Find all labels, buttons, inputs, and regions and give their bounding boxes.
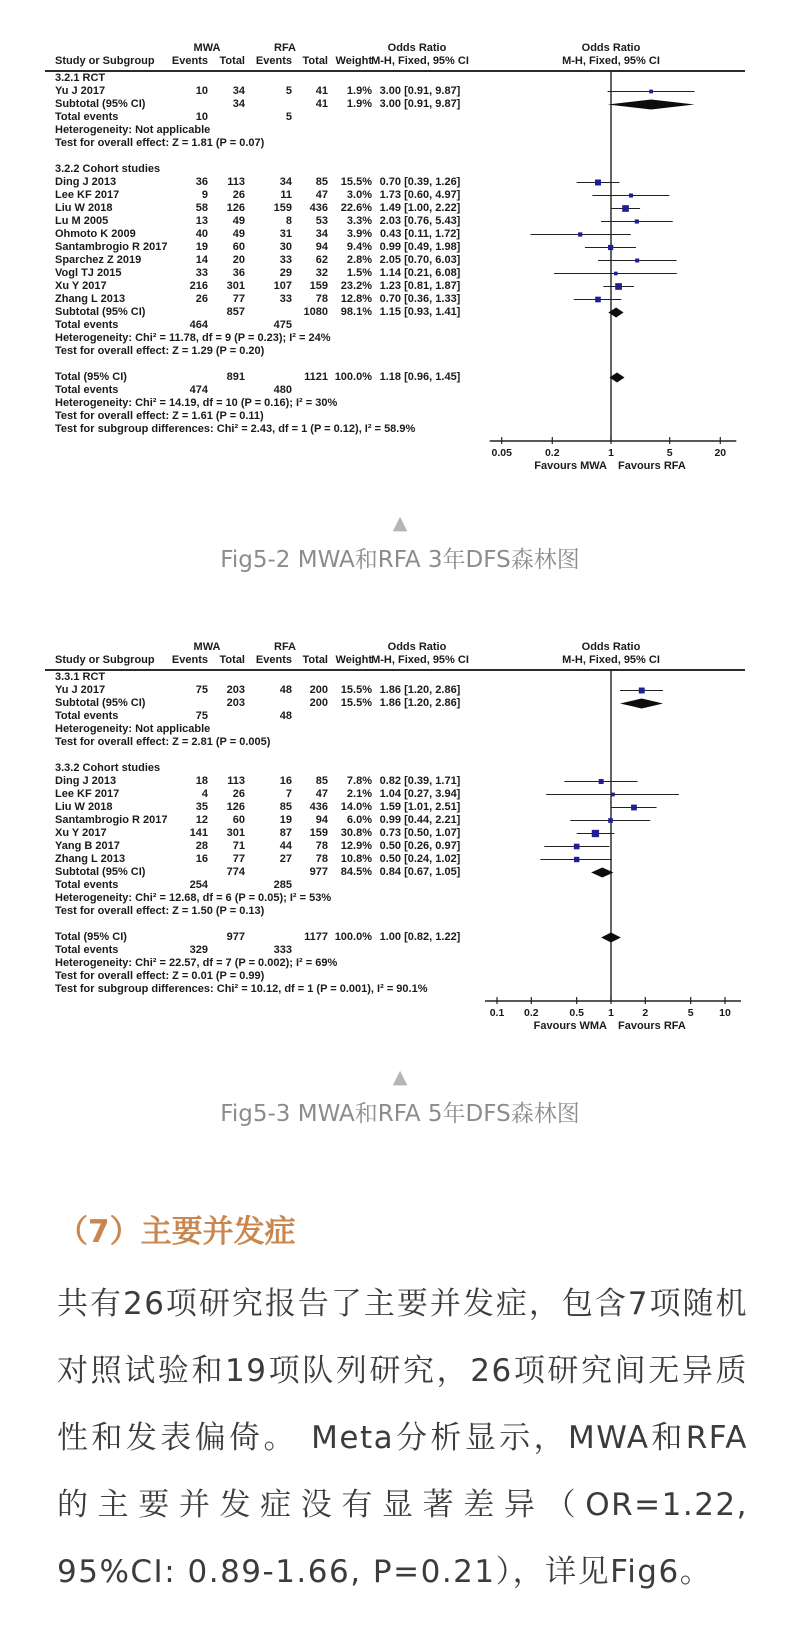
axis-tick-label: 10 <box>719 1007 731 1019</box>
events1-cell: 14 <box>195 254 208 266</box>
events2-cell: 107 <box>273 280 292 292</box>
stat-note: Heterogeneity: Chi² = 14.19, df = 10 (P = 0.16); I² = 30% <box>55 397 338 409</box>
weight-cell: 14.0% <box>340 801 372 813</box>
total1-cell: 26 <box>232 788 245 800</box>
or-graph-header: Odds Ratio <box>581 42 641 54</box>
events1-cell: 329 <box>189 944 208 956</box>
stat-note: Heterogeneity: Not applicable <box>55 723 211 735</box>
ci-cell: 3.00 [0.91, 9.87] <box>379 98 461 110</box>
ci-cell: 1.18 [0.96, 1.45] <box>379 371 461 383</box>
or-graph-header: Odds Ratio <box>581 641 641 653</box>
total1-cell: 301 <box>226 827 245 839</box>
stat-note: Test for overall effect: Z = 1.61 (P = 0.11) <box>55 410 264 422</box>
weight-column-header: Weight <box>335 55 372 67</box>
total-events-label: Total events <box>55 879 119 891</box>
events1-cell: 28 <box>195 840 208 852</box>
figure-caption-fig5-3: Fig5-3 MWA和RFA 5年DFS森林图 <box>220 1101 580 1127</box>
ci-cell: 1.86 [1.20, 2.86] <box>379 697 461 709</box>
total2-cell: 94 <box>315 814 328 826</box>
events1-cell: 13 <box>195 215 208 227</box>
events2-cell: 5 <box>285 111 292 123</box>
total1-cell: 891 <box>226 371 245 383</box>
total2-cell: 78 <box>315 853 328 865</box>
total2-cell: 53 <box>315 215 328 227</box>
ci-cell: 0.82 [0.39, 1.71] <box>379 775 461 787</box>
subtotal-label: Subtotal (95% CI) <box>55 98 146 110</box>
events1-cell: 36 <box>195 176 208 188</box>
total1-cell: 126 <box>226 202 245 214</box>
total1-cell: 126 <box>226 801 245 813</box>
collapse-triangle-icon: ▲ <box>392 512 408 534</box>
weight-cell: 10.8% <box>340 853 372 865</box>
events2-cell: 31 <box>279 228 292 240</box>
effect-square <box>635 258 639 262</box>
events1-cell: 216 <box>189 280 208 292</box>
study-name: Ding J 2013 <box>55 176 117 188</box>
events2-cell: 48 <box>279 710 292 722</box>
weight-cell: 2.1% <box>346 788 372 800</box>
weight-cell: 98.1% <box>340 306 372 318</box>
ci-cell: 3.00 [0.91, 9.87] <box>379 85 461 97</box>
method-column-header: M-H, Fixed, 95% CI <box>371 654 469 666</box>
study-column-header: Study or Subgroup <box>55 55 155 67</box>
ci-cell: 0.73 [0.50, 1.07] <box>379 827 461 839</box>
events2-cell: 85 <box>279 801 292 813</box>
weight-cell: 3.0% <box>346 189 372 201</box>
stat-note: Heterogeneity: Chi² = 11.78, df = 9 (P = 0.23); I² = 24% <box>55 332 331 344</box>
total2-cell: 85 <box>315 775 328 787</box>
effect-square <box>608 245 613 250</box>
weight-cell: 30.8% <box>340 827 372 839</box>
weight-cell: 15.5% <box>340 697 372 709</box>
total2-cell: 62 <box>315 254 328 266</box>
events2-cell: 475 <box>273 319 292 331</box>
effect-square <box>629 193 633 197</box>
axis-tick-label: 0.2 <box>544 447 560 459</box>
total-label: Total (95% CI) <box>55 931 127 943</box>
events1-cell: 75 <box>195 684 208 696</box>
total1-cell: 36 <box>232 267 245 279</box>
events1-cell: 141 <box>189 827 208 839</box>
events1-cell: 33 <box>195 267 208 279</box>
total-events-label: Total events <box>55 384 119 396</box>
total1-cell: 857 <box>226 306 245 318</box>
study-name: Liu W 2018 <box>55 801 113 813</box>
total2-cell: 200 <box>309 697 328 709</box>
total1-cell: 34 <box>232 85 245 97</box>
events1-cell: 10 <box>195 85 208 97</box>
weight-cell: 7.8% <box>346 775 372 787</box>
total1-cell: 977 <box>226 931 245 943</box>
total2-cell: 1121 <box>304 371 328 383</box>
events1-cell: 40 <box>195 228 208 240</box>
events2-cell: 5 <box>285 85 292 97</box>
ci-cell: 0.99 [0.49, 1.98] <box>379 241 461 253</box>
total1-cell: 34 <box>232 98 245 110</box>
total2-cell: 85 <box>315 176 328 188</box>
axis-tick-label: 0.05 <box>491 447 512 459</box>
ci-cell: 0.50 [0.26, 0.97] <box>379 840 461 852</box>
events2-cell: 44 <box>279 840 292 852</box>
total2-cell: 1177 <box>304 931 328 943</box>
weight-column-header: Weight <box>335 654 372 666</box>
weight-cell: 1.5% <box>346 267 372 279</box>
forest-plot-3yr-dfs <box>45 42 745 475</box>
study-name: Yang B 2017 <box>55 840 120 852</box>
total-column-header: Total <box>219 55 245 67</box>
axis-tick-label: 20 <box>714 447 727 459</box>
study-name: Santambrogio R 2017 <box>55 241 168 253</box>
study-name: Ding J 2013 <box>55 775 117 787</box>
axis-tick-label: 2 <box>642 1007 649 1019</box>
events-column-header: Events <box>171 55 208 67</box>
subtotal-label: Subtotal (95% CI) <box>55 306 146 318</box>
ci-cell: 1.86 [1.20, 2.86] <box>379 684 461 696</box>
ci-cell: 0.84 [0.67, 1.05] <box>379 866 461 878</box>
events1-cell: 19 <box>195 241 208 253</box>
collapse-triangle-icon: ▲ <box>392 1066 408 1088</box>
effect-square <box>595 180 601 186</box>
total-events-label: Total events <box>55 944 119 956</box>
figure-caption-fig5-2: Fig5-2 MWA和RFA 3年DFS森林图 <box>220 547 580 573</box>
effect-square <box>614 272 618 276</box>
ci-cell: 1.59 [1.01, 2.51] <box>379 801 461 813</box>
total2-cell: 159 <box>309 280 328 292</box>
study-name: Liu W 2018 <box>55 202 113 214</box>
axis-tick-label: 0.5 <box>569 1007 584 1019</box>
or-column-header: Odds Ratio <box>387 641 447 653</box>
events-column-header: Events <box>171 654 208 666</box>
total2-cell: 41 <box>315 98 328 110</box>
axis-tick-label: 1 <box>608 1007 614 1019</box>
weight-cell: 23.2% <box>340 280 372 292</box>
ci-cell: 1.14 [0.21, 6.08] <box>379 267 461 279</box>
study-name: Lee KF 2017 <box>55 788 120 800</box>
effect-square <box>592 830 599 837</box>
stat-note: Test for overall effect: Z = 1.50 (P = 0.13) <box>55 905 265 917</box>
stat-note: Heterogeneity: Chi² = 12.68, df = 6 (P = 0.05); I² = 53% <box>55 892 332 904</box>
total1-cell: 49 <box>232 228 245 240</box>
method-graph-header: M-H, Fixed, 95% CI <box>562 654 660 666</box>
axis-tick-label: 5 <box>666 447 673 459</box>
group1-header: MWA <box>193 641 221 653</box>
study-name: Santambrogio R 2017 <box>55 814 168 826</box>
ci-cell: 0.70 [0.39, 1.26] <box>379 176 461 188</box>
weight-cell: 100.0% <box>334 371 372 383</box>
axis-tick-label: 0.1 <box>489 1007 505 1019</box>
total2-cell: 34 <box>315 228 328 240</box>
axis-tick-label: 5 <box>687 1007 694 1019</box>
forest-plot-5yr-dfs <box>45 641 745 1035</box>
events1-cell: 58 <box>195 202 208 214</box>
method-graph-header: M-H, Fixed, 95% CI <box>562 55 660 67</box>
subgroup-header: 3.3.1 RCT <box>55 671 106 683</box>
effect-square <box>595 297 601 303</box>
subgroup-header: 3.2.1 RCT <box>55 72 106 84</box>
events2-cell: 159 <box>273 202 292 214</box>
axis-tick-label: 0.2 <box>524 1007 539 1019</box>
weight-cell: 84.5% <box>340 866 372 878</box>
events1-cell: 10 <box>195 111 208 123</box>
stat-note: Test for overall effect: Z = 1.29 (P = 0.20) <box>55 345 265 357</box>
total2-cell: 977 <box>309 866 328 878</box>
total2-cell: 32 <box>315 267 328 279</box>
group2-header: RFA <box>274 641 296 653</box>
events1-cell: 26 <box>195 293 208 305</box>
events1-cell: 35 <box>195 801 208 813</box>
events2-cell: 33 <box>279 293 292 305</box>
effect-square <box>639 688 645 694</box>
study-name: Sparchez Z 2019 <box>55 254 142 266</box>
events2-cell: 27 <box>279 853 292 865</box>
events1-cell: 16 <box>195 853 208 865</box>
study-name: Xu Y 2017 <box>55 827 107 839</box>
events2-cell: 285 <box>273 879 292 891</box>
study-name: Zhang L 2013 <box>55 293 126 305</box>
events2-cell: 30 <box>279 241 292 253</box>
favours-right-label: Favours RFA <box>618 1020 686 1032</box>
events2-cell: 33 <box>279 254 292 266</box>
study-name: Zhang L 2013 <box>55 853 126 865</box>
events2-cell: 7 <box>285 788 292 800</box>
total1-cell: 49 <box>232 215 245 227</box>
stat-note: Test for overall effect: Z = 1.81 (P = 0.07) <box>55 137 265 149</box>
favours-left-label: Favours MWA <box>534 460 607 472</box>
total2-cell: 1080 <box>303 306 328 318</box>
ci-cell: 0.43 [0.11, 1.72] <box>379 228 461 240</box>
header-rule <box>45 70 745 72</box>
subgroup-header: 3.3.2 Cohort studies <box>55 762 161 774</box>
weight-cell: 3.9% <box>346 228 372 240</box>
pooled-diamond <box>610 373 625 383</box>
total-label: Total (95% CI) <box>55 371 127 383</box>
weight-cell: 1.9% <box>346 85 372 97</box>
study-name: Vogl TJ 2015 <box>55 267 122 279</box>
effect-square <box>649 90 653 94</box>
group2-header: RFA <box>274 42 296 54</box>
total1-cell: 113 <box>227 775 245 787</box>
total2-cell: 436 <box>309 801 328 813</box>
weight-cell: 12.8% <box>340 293 372 305</box>
effect-square <box>611 793 615 797</box>
subtotal-label: Subtotal (95% CI) <box>55 866 146 878</box>
effect-square <box>615 283 622 290</box>
events-column-header: Events <box>255 654 292 666</box>
events1-cell: 464 <box>189 319 208 331</box>
events1-cell: 9 <box>201 189 208 201</box>
study-name: Yu J 2017 <box>55 684 106 696</box>
total1-cell: 113 <box>227 176 245 188</box>
events2-cell: 34 <box>279 176 292 188</box>
ci-cell: 1.73 [0.60, 4.97] <box>379 189 461 201</box>
ci-cell: 1.49 [1.00, 2.22] <box>379 202 461 214</box>
ci-cell: 1.04 [0.27, 3.94] <box>379 788 461 800</box>
total2-cell: 41 <box>315 85 328 97</box>
events1-cell: 254 <box>189 879 208 891</box>
stat-note: Test for overall effect: Z = 2.81 (P = 0.005) <box>55 736 271 748</box>
stat-note: Heterogeneity: Not applicable <box>55 124 211 136</box>
events2-cell: 87 <box>279 827 292 839</box>
effect-square <box>635 219 639 223</box>
events2-cell: 29 <box>279 267 292 279</box>
favours-right-label: Favours RFA <box>618 460 686 472</box>
total1-cell: 203 <box>226 684 245 696</box>
weight-cell: 15.5% <box>340 176 372 188</box>
effect-square <box>622 205 629 212</box>
stat-note: Test for subgroup differences: Chi² = 2.43, df = 1 (P = 0.12), I² = 58.9% <box>55 423 416 435</box>
events1-cell: 18 <box>195 775 208 787</box>
ci-cell: 1.00 [0.82, 1.22] <box>379 931 461 943</box>
events1-cell: 12 <box>195 814 208 826</box>
events2-cell: 19 <box>279 814 292 826</box>
or-column-header: Odds Ratio <box>387 42 447 54</box>
study-name: Lee KF 2017 <box>55 189 120 201</box>
stat-note: Heterogeneity: Chi² = 22.57, df = 7 (P = 0.002); I² = 69% <box>55 957 338 969</box>
events2-cell: 480 <box>273 384 292 396</box>
total1-cell: 60 <box>232 814 245 826</box>
total-events-label: Total events <box>55 111 119 123</box>
total2-cell: 47 <box>315 189 328 201</box>
events1-cell: 75 <box>195 710 208 722</box>
weight-cell: 6.0% <box>346 814 372 826</box>
ci-cell: 0.99 [0.44, 2.21] <box>379 814 461 826</box>
total-column-header: Total <box>219 654 245 666</box>
stat-note: Test for overall effect: Z = 0.01 (P = 0.99) <box>55 970 265 982</box>
favours-left-label: Favours WMA <box>533 1020 607 1032</box>
weight-cell: 22.6% <box>340 202 372 214</box>
events-column-header: Events <box>255 55 292 67</box>
pooled-diamond <box>608 100 695 110</box>
weight-cell: 9.4% <box>346 241 372 253</box>
total1-cell: 77 <box>232 853 245 865</box>
stat-note: Test for subgroup differences: Chi² = 10.12, df = 1 (P = 0.001), I² = 90.1% <box>55 983 428 995</box>
effect-square <box>574 857 579 862</box>
study-name: Yu J 2017 <box>55 85 106 97</box>
pooled-diamond <box>620 699 663 709</box>
effect-square <box>631 805 637 811</box>
total1-cell: 26 <box>232 189 245 201</box>
group1-header: MWA <box>193 42 221 54</box>
study-name: Ohmoto K 2009 <box>55 228 136 240</box>
subgroup-header: 3.2.2 Cohort studies <box>55 163 161 175</box>
effect-square <box>574 844 580 850</box>
subtotal-label: Subtotal (95% CI) <box>55 697 146 709</box>
pooled-diamond <box>608 308 623 318</box>
pooled-diamond <box>591 868 613 878</box>
study-column-header: Study or Subgroup <box>55 654 155 666</box>
total-events-label: Total events <box>55 710 119 722</box>
study-name: Xu Y 2017 <box>55 280 107 292</box>
ci-cell: 1.23 [0.81, 1.87] <box>379 280 461 292</box>
header-rule <box>45 669 745 671</box>
total2-cell: 78 <box>315 840 328 852</box>
events1-cell: 474 <box>189 384 208 396</box>
ci-cell: 0.50 [0.24, 1.02] <box>379 853 461 865</box>
total2-cell: 78 <box>315 293 328 305</box>
total1-cell: 20 <box>232 254 245 266</box>
total2-cell: 47 <box>315 788 328 800</box>
total2-cell: 94 <box>315 241 328 253</box>
effect-square <box>578 232 582 236</box>
weight-cell: 100.0% <box>334 931 372 943</box>
events2-cell: 8 <box>285 215 292 227</box>
ci-cell: 1.15 [0.93, 1.41] <box>379 306 461 318</box>
events2-cell: 11 <box>280 189 292 201</box>
ci-cell: 2.03 [0.76, 5.43] <box>379 215 461 227</box>
total1-cell: 301 <box>226 280 245 292</box>
weight-cell: 3.3% <box>346 215 372 227</box>
events2-cell: 16 <box>279 775 292 787</box>
effect-square <box>608 818 613 823</box>
total1-cell: 77 <box>232 293 245 305</box>
pooled-diamond <box>601 933 621 943</box>
total1-cell: 774 <box>226 866 245 878</box>
section-body-paragraph: 共有26项研究报告了主要并发症，包含7项随机对照试验和19项队列研究，26项研究间无异质性和发表偏倚。 Meta分析显示，MWA和RFA的主要并发症没有显著差异（OR=1.22, 95%CI: 0.89-1.66, P=0.21），详见Fig6。 <box>57 1286 748 1590</box>
weight-cell: 12.9% <box>340 840 372 852</box>
total2-cell: 436 <box>309 202 328 214</box>
total2-cell: 159 <box>309 827 328 839</box>
total-column-header: Total <box>302 654 328 666</box>
total1-cell: 60 <box>232 241 245 253</box>
ci-cell: 0.70 [0.36, 1.33] <box>379 293 461 305</box>
total1-cell: 71 <box>232 840 245 852</box>
method-column-header: M-H, Fixed, 95% CI <box>371 55 469 67</box>
weight-cell: 2.8% <box>346 254 372 266</box>
total-column-header: Total <box>302 55 328 67</box>
total1-cell: 203 <box>226 697 245 709</box>
effect-square <box>599 779 604 784</box>
ci-cell: 2.05 [0.70, 6.03] <box>379 254 461 266</box>
weight-cell: 1.9% <box>346 98 372 110</box>
total-events-label: Total events <box>55 319 119 331</box>
study-name: Lu M 2005 <box>55 215 109 227</box>
section-heading: （7）主要并发症 <box>57 1214 296 1250</box>
events2-cell: 333 <box>273 944 292 956</box>
events2-cell: 48 <box>279 684 292 696</box>
total2-cell: 200 <box>309 684 328 696</box>
weight-cell: 15.5% <box>340 684 372 696</box>
events1-cell: 4 <box>201 788 208 800</box>
axis-tick-label: 1 <box>608 447 614 459</box>
